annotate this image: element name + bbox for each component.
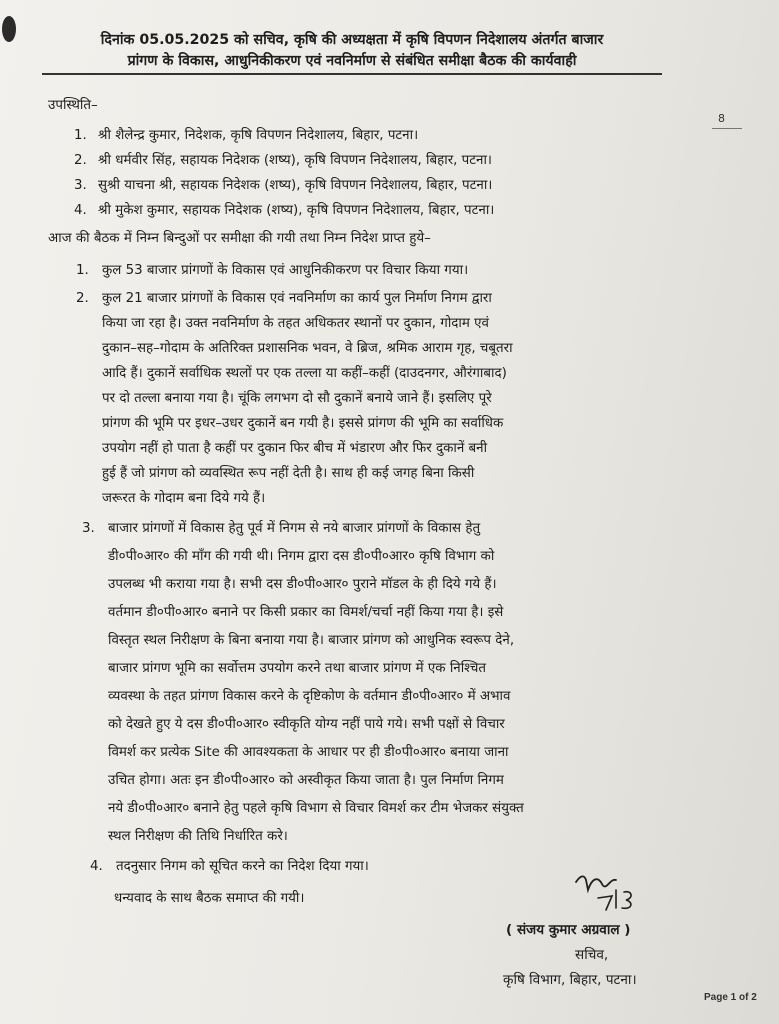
point-line: विस्तृत स्थल निरीक्षण के बिना बनाया गया है। बाजार प्रांगण को आधुनिक स्वरूप देने,: [108, 633, 515, 648]
point-line: कुल 53 बाजार प्रांगणों के विकास एवं आधुनिकीकरण पर विचार किया गया।: [102, 263, 469, 278]
attendee-number: 4.: [74, 203, 87, 218]
point-line: नये डी०पी०आर० बनाने हेतु पहले कृषि विभाग से विचार विमर्श कर टीम भेजकर संयुक्त: [108, 801, 524, 816]
signatory-designation: सचिव,: [575, 947, 609, 963]
point-line: वर्तमान डी०पी०आर० बनाने पर किसी प्रकार का विमर्श/चर्चा नहीं किया गया है। इसे: [108, 605, 504, 620]
point-line: हुई हैं जो प्रांगण को व्यवस्थित रूप नहीं देती है। साथ ही कई जगह बिना किसी: [102, 466, 475, 481]
attendee-number: 2.: [74, 153, 87, 168]
point-line: किया जा रहा है। उक्त नवनिर्माण के तहत अधिकतर स्थानों पर दुकान, गोदाम एवं: [102, 316, 489, 331]
side-page-mark: 8: [718, 112, 725, 125]
point-line: व्यवस्था के तहत प्रांगण विकास करने के दृष्टिकोण के वर्तमान डी०पी०आर० में अभाव: [108, 689, 511, 704]
point-number: 3.: [82, 521, 95, 536]
document-title: [42, 30, 662, 75]
title-line-1: दिनांक 05.05.2025 को सचिव, कृषि की अध्यक्षता में कृषि विपणन निदेशालय अंतर्गत बाजार: [100, 32, 604, 48]
attendee-item: श्री शैलेन्द्र कुमार, निदेशक, कृषि विपणन निदेशालय, बिहार, पटना।: [98, 128, 419, 143]
point-line: बाजार प्रांगण भूमि का सर्वोत्तम उपयोग करने तथा बाजार प्रांगण में एक निश्चित: [108, 661, 487, 676]
handwritten-signature: [572, 868, 642, 914]
point-number: 1.: [76, 263, 89, 278]
attendee-number: 1.: [74, 128, 87, 143]
point-number: 4.: [90, 859, 103, 874]
signatory-office: कृषि विभाग, बिहार, पटना।: [503, 972, 637, 988]
point-line: दुकान–सह–गोदाम के अतिरिक्त प्रशासनिक भवन, वे ब्रिज, श्रमिक आराम गृह, चबूतरा: [102, 341, 513, 356]
intro-text: आज की बैठक में निम्न बिन्दुओं पर समीक्षा की गयी तथा निम्न निदेश प्राप्त हुये–: [48, 231, 431, 246]
point-line: उपयोग नहीं हो पाता है कहीं पर दुकान फिर बीच में भंडारण और फिर दुकानें बनी: [102, 441, 488, 456]
point-number: 2.: [76, 291, 89, 306]
attendee-item: श्री धर्मवीर सिंह, सहायक निदेशक (शष्य), कृषि विपणन निदेशालय, बिहार, पटना।: [98, 153, 493, 168]
page-number: Page 1 of 2: [704, 992, 757, 1003]
point-line: प्रांगण की भूमि पर इधर–उधर दुकानें बन गयी है। इससे प्रांगण की भूमि का सर्वाधिक: [102, 416, 504, 431]
point-line: पर दो तल्ला बनाया गया है। चूंकि लगभग दो सौ दुकानें बनाये जाने हैं। इसलिए पूरे: [102, 391, 492, 406]
point-line: कुल 21 बाजार प्रांगणों के विकास एवं नवनिर्माण का कार्य पुल निर्माण निगम द्वारा: [102, 291, 492, 306]
attendee-item: सुश्री याचना श्री, सहायक निदेशक (शष्य), कृषि विपणन निदेशालय, बिहार, पटना।: [98, 178, 493, 193]
punch-hole: [2, 16, 16, 42]
attendee-number: 3.: [74, 178, 87, 193]
closing-text: धन्यवाद के साथ बैठक समाप्त की गयी।: [114, 891, 305, 906]
point-line: स्थल निरीक्षण की तिथि निर्धारित करे।: [108, 829, 288, 844]
point-line: तदनुसार निगम को सूचित करने का निदेश दिया गया।: [116, 859, 369, 874]
point-line: डी०पी०आर० की माँग की गयी थी। निगम द्वारा दस डी०पी०आर० कृषि विभाग को: [108, 549, 495, 564]
attendee-item: श्री मुकेश कुमार, सहायक निदेशक (शष्य), कृषि विपणन निदेशालय, बिहार, पटना।: [98, 203, 495, 218]
title-line-2: प्रांगण के विकास, आधुनिकीकरण एवं नवनिर्माण से संबंधित समीक्षा बैठक की कार्यवाही: [42, 51, 662, 75]
point-line: आदि हैं। दुकानें सर्वाधिक स्थलों पर एक तल्ला या कहीं–कहीं (दाउदनगर, औरंगाबाद): [102, 366, 507, 381]
point-line: उचित होगा। अतः इन डी०पी०आर० को अस्वीकृत किया जाता है। पुल निर्माण निगम: [108, 773, 504, 788]
point-line: बाजार प्रांगणों में विकास हेतु पूर्व में निगम से नये बाजार प्रांगणों के विकास हेतु: [108, 521, 481, 536]
point-line: उपलब्ध भी कराया गया है। सभी दस डी०पी०आर० पुराने मॉडल के ही दिये गये हैं।: [108, 577, 497, 592]
attendance-heading: उपस्थिति–: [48, 98, 98, 113]
point-line: विमर्श कर प्रत्येक Site की आवश्यकता के आधार पर ही डी०पी०आर० बनाया जाना: [108, 745, 509, 760]
side-mark-line: [712, 128, 742, 129]
signatory-name: ( संजय कुमार अग्रवाल ): [506, 922, 631, 938]
point-line: जरूरत के गोदाम बना दिये गये हैं।: [102, 491, 266, 506]
point-line: को देखते हुए ये दस डी०पी०आर० स्वीकृति योग्य नहीं पाये गये। सभी पक्षों से विचार: [108, 717, 505, 732]
